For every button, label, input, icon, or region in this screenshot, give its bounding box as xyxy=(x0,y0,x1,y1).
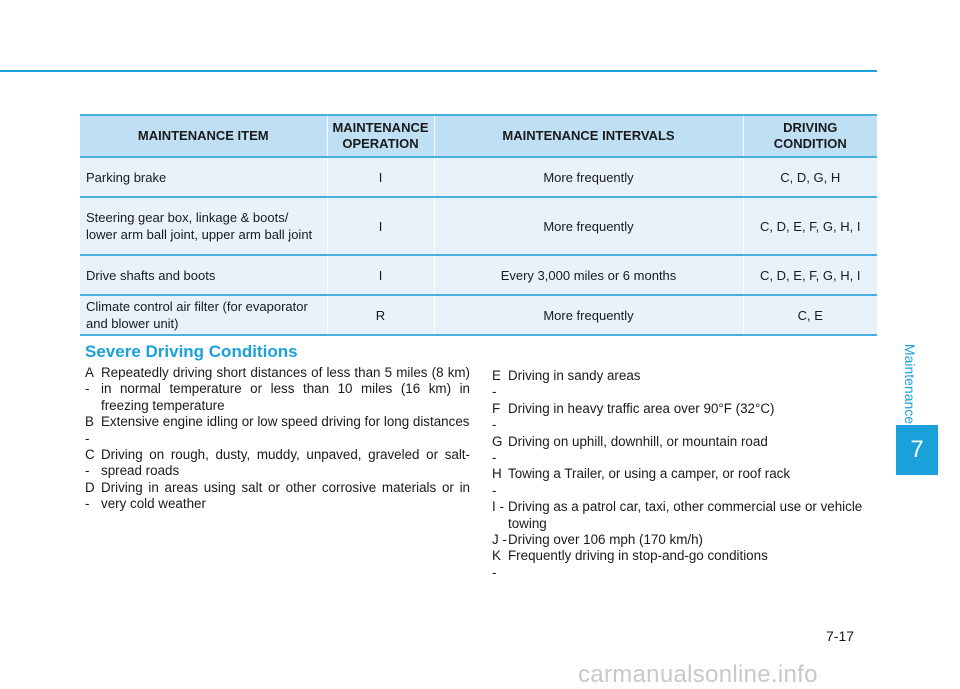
conditions-right-column xyxy=(492,368,882,581)
row-item: Drive shafts and boots xyxy=(80,255,327,295)
condition-text: Driving in heavy traffic area over 90°F (32°C) xyxy=(508,400,775,416)
table-row xyxy=(80,295,877,335)
section-label-text: Maintenance xyxy=(902,343,918,425)
condition-item xyxy=(492,434,882,467)
condition-text: Driving over 106 mph (170 km/h) xyxy=(508,532,703,548)
row-operation: I xyxy=(327,197,434,255)
condition-letter: I - xyxy=(492,499,504,515)
condition-text: Driving as a patrol car, taxi, other commercial use or vehicle towing xyxy=(508,499,863,531)
condition-text: Extensive engine idling or low speed driving for long distances xyxy=(101,414,470,430)
section-tab-label xyxy=(896,336,924,432)
row-item: Steering gear box, linkage & boots/ lower arm ball joint, upper arm ball joint xyxy=(80,197,327,255)
row-interval: More frequently xyxy=(434,197,743,255)
table-header-row xyxy=(80,115,877,157)
page-number: 7-17 xyxy=(826,628,855,644)
condition-letter: H - xyxy=(492,466,502,498)
condition-letter: G - xyxy=(492,433,503,466)
condition-letter: C - xyxy=(85,447,95,479)
condition-text: Frequently driving in stop-and-go conditions xyxy=(508,548,768,564)
row-condition: C, E xyxy=(743,295,877,335)
row-condition: C, D, E, F, G, H, I xyxy=(743,255,877,295)
header-maintenance-item: MAINTENANCE ITEM xyxy=(80,115,327,157)
condition-item xyxy=(492,499,882,532)
condition-letter: J - xyxy=(492,532,507,548)
condition-letter: A - xyxy=(85,365,94,397)
row-condition: C, D, E, F, G, H, I xyxy=(743,197,877,255)
condition-item xyxy=(85,365,470,414)
row-interval: More frequently xyxy=(434,157,743,197)
condition-text: Driving on rough, dusty, muddy, unpaved, graveled or salt-spread roads xyxy=(101,447,470,479)
condition-letter: K - xyxy=(492,548,501,580)
condition-text: Driving in sandy areas xyxy=(508,368,641,383)
condition-item xyxy=(492,548,882,581)
table-row xyxy=(80,197,877,255)
condition-item xyxy=(492,466,882,499)
condition-item xyxy=(85,447,470,480)
header-maintenance-operation: MAINTENANCE OPERATION xyxy=(327,115,434,157)
severe-driving-title: Severe Driving Conditions xyxy=(85,342,298,361)
condition-letter: D - xyxy=(85,479,95,512)
condition-text: Repeatedly driving short distances of less than 5 miles (8 km) in normal temperature or less than 10 miles (16 km) in freezing temperature xyxy=(101,365,470,413)
maintenance-table xyxy=(80,114,877,336)
row-operation: I xyxy=(327,157,434,197)
condition-item xyxy=(85,480,470,513)
row-interval: More frequently xyxy=(434,295,743,335)
condition-letter: E - xyxy=(492,368,501,400)
condition-item xyxy=(85,414,470,447)
header-maintenance-intervals: MAINTENANCE INTERVALS xyxy=(434,115,743,157)
chapter-number-badge: 7 xyxy=(896,425,938,475)
table-row xyxy=(80,255,877,295)
row-item: Parking brake xyxy=(80,157,327,197)
condition-text: Towing a Trailer, or using a camper, or roof rack xyxy=(508,466,791,482)
condition-letter: F - xyxy=(492,400,501,433)
condition-text: Driving on uphill, downhill, or mountain road xyxy=(508,433,768,449)
condition-text: Driving in areas using salt or other corrosive materials or in very cold weather xyxy=(101,479,470,512)
conditions-left-column xyxy=(85,365,470,513)
header-driving-condition: DRIVING CONDITION xyxy=(743,115,877,157)
condition-item xyxy=(492,368,882,401)
condition-item xyxy=(492,401,882,434)
row-item: Climate control air filter (for evaporator and blower unit) xyxy=(80,295,327,335)
top-rule xyxy=(0,70,877,72)
row-interval: Every 3,000 miles or 6 months xyxy=(434,255,743,295)
condition-item xyxy=(492,532,882,548)
watermark-text: carmanualsonline.info xyxy=(578,661,818,688)
condition-letter: B - xyxy=(85,414,94,446)
row-condition: C, D, G, H xyxy=(743,157,877,197)
row-operation: I xyxy=(327,255,434,295)
row-operation: R xyxy=(327,295,434,335)
table-row xyxy=(80,157,877,197)
